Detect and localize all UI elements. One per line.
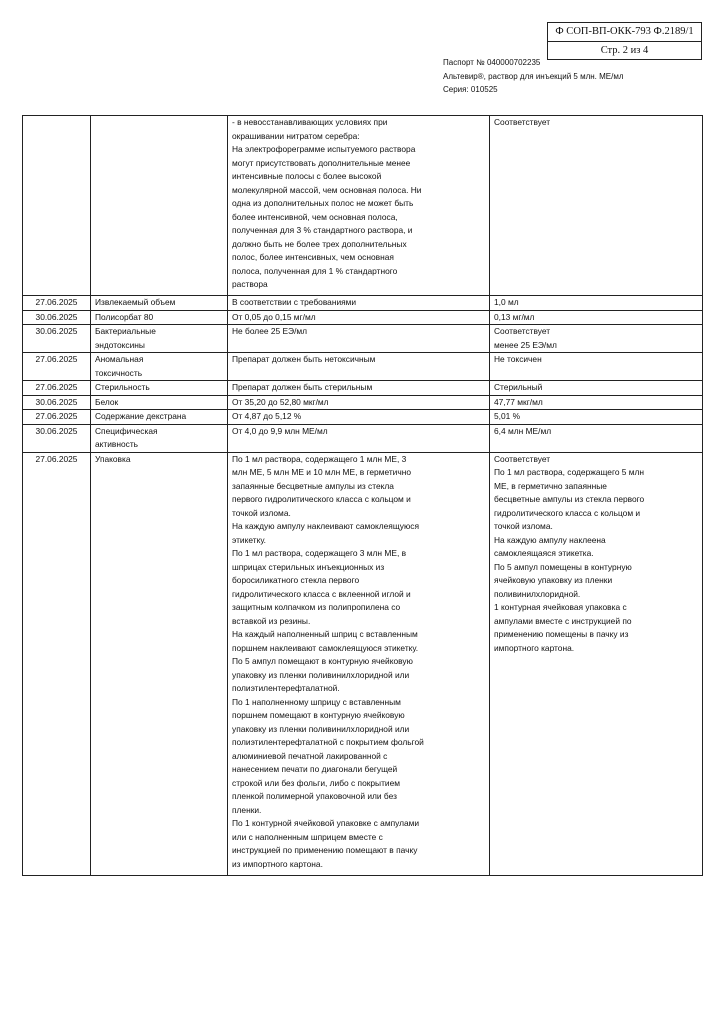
table-row [23, 410, 703, 425]
test-result: 47,77 мкг/мл [490, 395, 703, 410]
test-date: 30.06.2025 [23, 395, 91, 410]
form-code-box [547, 22, 702, 60]
test-requirement: Препарат должен быть стерильным [228, 381, 490, 396]
test-requirement: От 0,05 до 0,15 мг/мл [228, 310, 490, 325]
table-row [23, 424, 703, 452]
passport-header [443, 56, 623, 97]
product-name: Альтевир®, раствор для инъекций 5 млн. МЕ/мл [443, 71, 624, 81]
test-date: 27.06.2025 [23, 353, 91, 381]
table-row [23, 116, 703, 296]
test-requirement: От 4,0 до 9,9 млн МЕ/мл [228, 424, 490, 452]
test-result: 0,13 мг/мл [490, 310, 703, 325]
test-date: 27.06.2025 [23, 452, 91, 875]
passport-number: Паспорт № 040000702235 [443, 58, 541, 67]
test-date: 30.06.2025 [23, 325, 91, 353]
test-name: Полисорбат 80 [91, 310, 228, 325]
test-date: 30.06.2025 [23, 310, 91, 325]
test-name: Стерильность [91, 381, 228, 396]
test-requirement: По 1 мл раствора, содержащего 1 млн МЕ, 3 млн МЕ, 5 млн МЕ и 10 млн МЕ, в герметично запаянные бесцветные ампулы из стекла первого гидролитического класса с кольцом и точкой излома. На каждую ампулу наклеивают самоклеящуюся этикетку. По 1 мл раствора, содержащего 3 млн МЕ, в шприцах стерильных инъекционных из боросиликатного стекла первого гидролитического класса с вклеенной иглой и защитным колпачком из полипропилена со вставкой из резины. На каждый наполненный шприц с вставленным поршнем наклеивают самоклеящуюся этикетку. По 5 ампул помещают в контурную ячейковую упаковку из пленки поливинилхлоридной или полиэтилентерефталатной. По 1 наполненному шприцу с вставленным поршнем помещают в контурную ячейковую упаковку из пленки поливинилхлоридной или полиэтилентерефталатной с покрытием фольгой алюминиевой печатной лакированной с нанесением печати по диагонали бегущей строкой или без фольги, либо с покрытием пленкой полимерной упаковочной или без пленки. По 1 контурной ячейковой упаковке с ампулами или с наполненным шприцем вместе с инструкцией по применению помещают в пачку из импортного картона. [228, 452, 490, 875]
test-name: Специфическая активность [91, 424, 228, 452]
test-requirement: В соответствии с требованиями [228, 296, 490, 311]
test-result: Соответствует По 1 мл раствора, содержащего 5 млн МЕ, в герметично запаянные бесцветные ампулы из стекла первого гидролитического класса с кольцом и точкой излома. На каждую ампулу наклеена самоклеящаяся этикетка. По 5 ампул помещены в контурную ячейковую упаковку из пленки поливинилхлоридной. 1 контурная ячейковая упаковка с ампулами вместе с инструкцией по применению помещены в пачку из импортного картона. [490, 452, 703, 875]
test-date: 27.06.2025 [23, 410, 91, 425]
test-result: 6,4 млн МЕ/мл [490, 424, 703, 452]
table-row [23, 452, 703, 875]
test-name: Аномальная токсичность [91, 353, 228, 381]
test-name: Бактериальные эндотоксины [91, 325, 228, 353]
test-result: 1,0 мл [490, 296, 703, 311]
test-result: Соответствует [490, 116, 703, 296]
test-result: Стерильный [490, 381, 703, 396]
test-requirement: Не более 25 ЕЭ/мл [228, 325, 490, 353]
test-date: 27.06.2025 [23, 296, 91, 311]
test-name: Извлекаемый объем [91, 296, 228, 311]
test-requirement: Препарат должен быть нетоксичным [228, 353, 490, 381]
test-name: Содержание декстрана [91, 410, 228, 425]
table-row [23, 381, 703, 396]
table-row [23, 395, 703, 410]
test-result: Соответствует менее 25 ЕЭ/мл [490, 325, 703, 353]
test-date: 27.06.2025 [23, 381, 91, 396]
series-number: Серия: 010525 [443, 85, 498, 94]
test-requirement: От 4,87 до 5,12 % [228, 410, 490, 425]
test-requirement: - в невосстанавливающих условиях при окрашивании нитратом серебра: На электрофореграмме испытуемого раствора могут присутствовать дополнительные менее интенсивные полосы с более высокой молекулярной массой, чем основная полоса. Ни одна из дополнительных полос не может быть более интенсивной, чем основная полоса, полученная для 3 % стандартного раствора, и должно быть не более трех дополнительных полос, более интенсивных, чем основная полоса, полученная для 1 % стандартного раствора [228, 116, 490, 296]
test-results-table [22, 115, 703, 876]
test-name [91, 116, 228, 296]
table-row [23, 353, 703, 381]
test-name: Белок [91, 395, 228, 410]
test-requirement: От 35,20 до 52,80 мкг/мл [228, 395, 490, 410]
page-number: Стр. 2 из 4 [600, 45, 649, 56]
form-code: Ф СОП-ВП-ОКК-793 Ф.2189/1 [548, 23, 701, 42]
test-result: Не токсичен [490, 353, 703, 381]
table-row [23, 310, 703, 325]
test-date: 30.06.2025 [23, 424, 91, 452]
test-result: 5,01 % [490, 410, 703, 425]
table-row [23, 325, 703, 353]
table-row [23, 296, 703, 311]
test-date [23, 116, 91, 296]
test-name: Упаковка [91, 452, 228, 875]
